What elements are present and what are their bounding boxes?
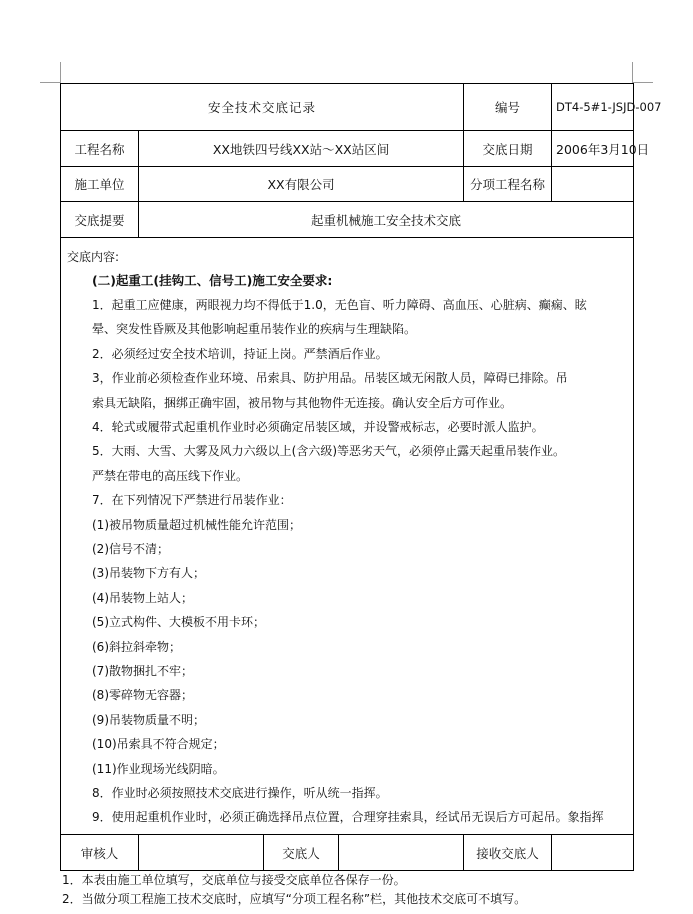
summary-value: 起重机械施工安全技术交底 (139, 202, 634, 238)
content-line: 7．在下列情况下严禁进行吊装作业： (92, 493, 292, 508)
project-label: 工程名称 (61, 131, 139, 167)
content-line: 严禁在带电的高压线下作业。 (92, 468, 249, 483)
date-label: 交底日期 (464, 131, 552, 167)
content-line: 5．大雨、大雪、大雾及风力六级以上(含六级)等恶劣天气，必须停止露天起重吊装作业。 (92, 444, 566, 459)
code-value: DT4-5#1-JSJD-007 (552, 84, 634, 131)
content-line: 索具无缺陷，捆绑正确牢固，被吊物与其他物件无连接。确认安全后方可作业。 (92, 395, 513, 410)
content-line: (1)被吊物质量超过机械性能允许范围； (92, 517, 301, 532)
content-line: (2)信号不清； (92, 542, 169, 556)
content-line: (3)吊装物下方有人； (92, 566, 205, 581)
content-line: 1．起重工应健康，两眼视力均不得低于1.0，无色盲、听力障碍、高血压、心脏病、癫痫、眩 (92, 298, 587, 312)
unit-value: XX有限公司 (139, 167, 464, 202)
crop-mark-right-v (632, 62, 633, 83)
reviewer-value (139, 835, 264, 871)
content-line: 4．轮式或履带式起重机作业时必须确定吊装区域，并设警戒标志，必要时派人监护。 (92, 420, 544, 434)
content-line: 晕、突发性昏厥及其他影响起重吊装作业的疾病与生理缺陷。 (92, 322, 417, 337)
content-line: (7)散物捆扎不牢； (92, 664, 193, 678)
content-label: 交底内容: (67, 250, 120, 264)
content-line: (9)吊装物质量不明； (92, 712, 205, 727)
disclosure-form-table (60, 83, 662, 871)
footnote-2: 2．当做分项工程施工技术交底时，应填写“分项工程名称”栏，其他技术交底可不填写。 (62, 892, 527, 906)
crop-mark-left-h (40, 82, 60, 83)
subproject-value (552, 167, 634, 202)
project-value: XX地铁四号线XX站～XX站区间 (139, 131, 464, 167)
content-line: 2．必须经过安全技术培训，持证上岗。严禁酒后作业。 (92, 346, 388, 361)
content-cell (61, 238, 634, 835)
summary-row (61, 202, 634, 238)
unit-label: 施工单位 (61, 167, 139, 202)
content-line: (4)吊装物上站人； (92, 590, 193, 605)
content-line: 8．作业时必须按照技术交底进行操作，听从统一指挥。 (92, 786, 388, 800)
discloser-value (339, 835, 464, 871)
receiver-value (552, 835, 634, 871)
content-line: 3，作业前必须检查作业环境、吊索具、防护用品。吊装区域无闲散人员，障碍已排除。吊 (92, 371, 568, 386)
form-title: 安全技术交底记录 (61, 84, 464, 131)
summary-label: 交底提要 (61, 202, 139, 238)
signature-row (61, 835, 634, 871)
content-line: 9．使用起重机作业时，必须正确选择吊点位置，合理穿挂索具，经试吊无误后方可起吊。象指挥 (92, 810, 604, 825)
content-row (61, 238, 634, 835)
date-value: 2006年3月10日 (552, 131, 634, 167)
content-line: (11)作业现场光线阴暗。 (92, 761, 225, 776)
subproject-label: 分项工程名称 (464, 167, 552, 202)
code-label: 编号 (464, 84, 552, 131)
content-line: (6)斜拉斜牵物； (92, 639, 181, 654)
footnote-1: 1．本表由施工单位填写，交底单位与接受交底单位各保存一份。 (62, 873, 406, 887)
crop-mark-left-v (60, 62, 61, 83)
project-row (61, 131, 634, 167)
content-line: (5)立式构件、大模板不用卡环； (92, 615, 265, 630)
unit-row (61, 167, 634, 202)
content-heading: (二)起重工(挂钩工、信号工)施工安全要求: (92, 273, 333, 288)
crop-mark-right-h (633, 82, 653, 83)
content-line: (8)零碎物无容器； (92, 688, 193, 703)
reviewer-label: 审核人 (61, 835, 139, 871)
discloser-label: 交底人 (264, 835, 339, 871)
title-row (61, 84, 634, 131)
receiver-label: 接收交底人 (464, 835, 552, 871)
content-line: (10)吊索具不符合规定； (92, 737, 225, 752)
